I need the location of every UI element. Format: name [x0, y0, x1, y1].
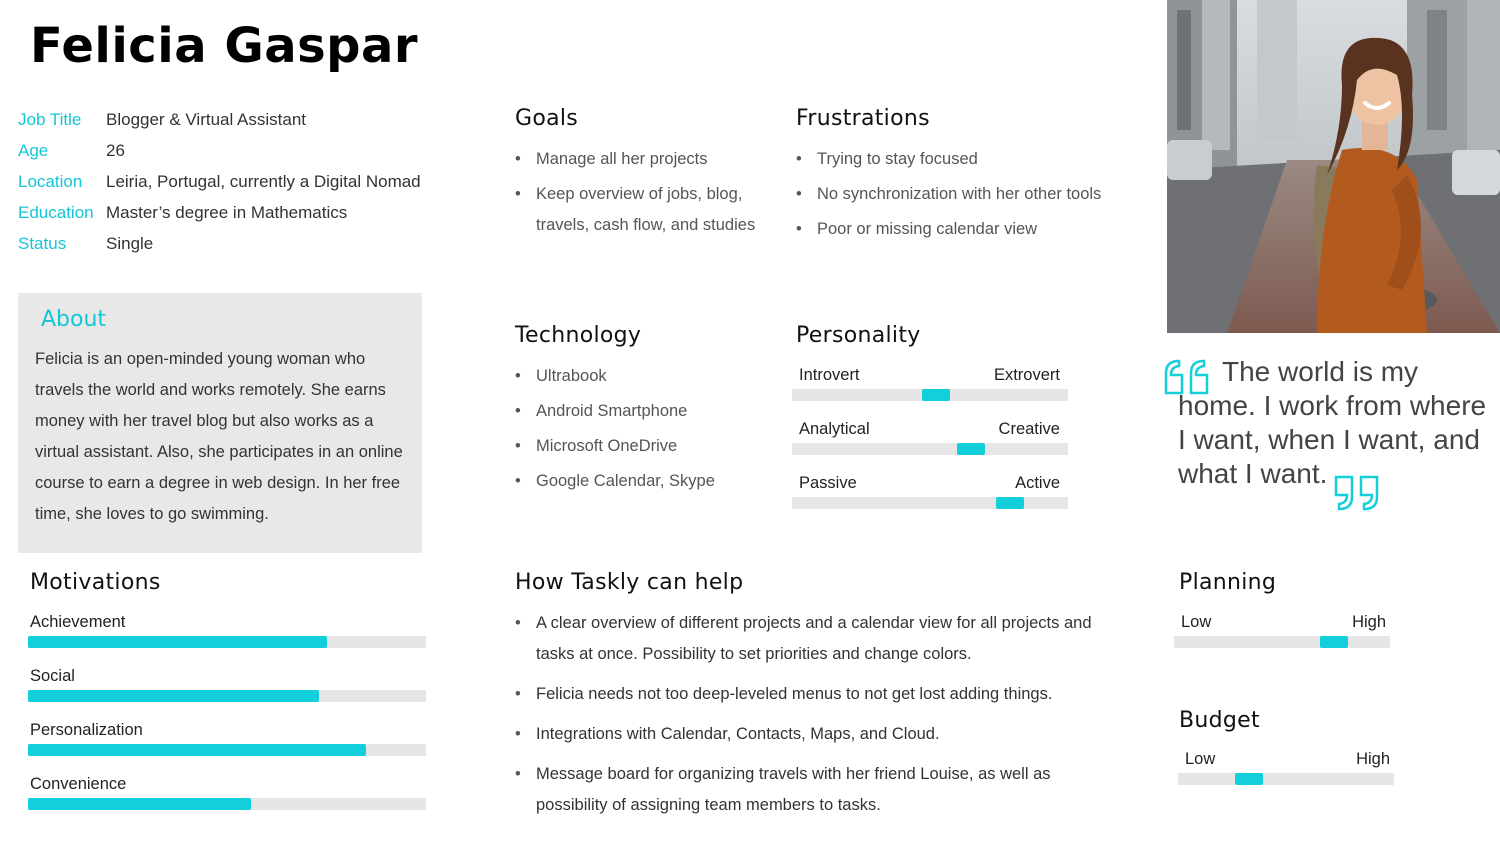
persona-photo-illustration [1167, 0, 1500, 333]
personality-track [792, 497, 1068, 509]
info-row-education [18, 197, 488, 228]
list-item: • Trying to stay focused [796, 144, 1136, 175]
list-item: • Android Smartphone [515, 396, 775, 427]
help-list [515, 608, 1095, 830]
motivation-label: Achievement [30, 613, 126, 631]
info-label: Location [18, 171, 83, 191]
info-value: Blogger & Virtual Assistant [106, 109, 307, 129]
scale-left-label: Introvert [799, 366, 860, 384]
motivation-bar-fill [28, 798, 251, 810]
persona-photo [1167, 0, 1500, 333]
motivation-bar-fill [28, 744, 366, 756]
motivations-title: Motivations [30, 570, 161, 595]
personality-slider-knob [957, 443, 985, 455]
motivation-track [28, 636, 426, 648]
budget-title: Budget [1179, 708, 1260, 733]
personality-track [792, 389, 1068, 401]
planning-slider-knob [1320, 636, 1348, 648]
goals-list [515, 144, 775, 245]
scale-right-label: Active [1015, 474, 1060, 492]
list-item: • Integrations with Calendar, Contacts, Maps, and Cloud. [515, 719, 1095, 750]
list-item: • Google Calendar, Skype [515, 466, 775, 497]
about-text: Felicia is an open-minded young woman who travels the world and works remotely. She earns money with her travel blog but also works as a virtual assistant. Also, she participates in an online course to earn a degree in web design. In her free time, she loves to go swimming. [35, 350, 403, 523]
motivation-bar-fill [28, 690, 319, 702]
info-label: Job Title [18, 109, 82, 129]
info-value: Single [106, 233, 154, 253]
frustrations-title: Frustrations [796, 106, 930, 131]
scale-right-label: Creative [998, 420, 1060, 438]
info-value: 26 [106, 140, 125, 160]
personality-track [792, 443, 1068, 455]
persona-info [18, 104, 488, 259]
info-row-location [18, 166, 488, 197]
list-item: • Felicia needs not too deep-leveled menus to not get lost adding things. [515, 679, 1095, 710]
list-item: • Microsoft OneDrive [515, 431, 775, 462]
budget-track [1178, 773, 1394, 785]
motivation-track [28, 744, 426, 756]
motivation-label: Personalization [30, 721, 143, 739]
scale-left-label: Passive [799, 474, 857, 492]
planning-title: Planning [1179, 570, 1277, 595]
persona-name: Felicia Gaspar [30, 18, 419, 74]
goals-title: Goals [515, 106, 579, 131]
about-title: About [41, 307, 107, 332]
motivation-label: Convenience [30, 775, 127, 793]
about-box [18, 293, 422, 553]
list-item: • Poor or missing calendar view [796, 214, 1136, 245]
list-item: • A clear overview of different projects and a calendar view for all projects and tasks at once. Possibility to set priorities and change colors. [515, 608, 1095, 670]
info-label: Status [18, 233, 67, 253]
list-item: • No synchronization with her other tools [796, 179, 1136, 210]
quote-close-icon [1332, 475, 1384, 511]
info-value: Leiria, Portugal, currently a Digital Nomad [106, 171, 421, 191]
quote-text: The world is my home. I work from where I want, when I want, and what I want. [1178, 356, 1487, 489]
info-label: Age [18, 140, 49, 160]
planning-high-label: High [1352, 613, 1386, 631]
motivation-track [28, 690, 426, 702]
info-row-age [18, 135, 488, 166]
personality-slider-knob [922, 389, 950, 401]
personality-slider-knob [996, 497, 1024, 509]
budget-low-label: Low [1185, 750, 1216, 768]
planning-low-label: Low [1181, 613, 1212, 631]
info-row-job-title [18, 104, 488, 135]
list-item: • Message board for organizing travels with her friend Louise, as well as possibility of assigning team members to tasks. [515, 759, 1095, 821]
technology-title: Technology [515, 323, 642, 348]
info-row-status [18, 228, 488, 259]
budget-high-label: High [1356, 750, 1390, 768]
technology-list [515, 361, 775, 501]
budget-slider-knob [1235, 773, 1263, 785]
list-item: • Keep overview of jobs, blog, travels, cash flow, and studies [515, 179, 775, 241]
help-title: How Taskly can help [515, 570, 744, 595]
frustrations-list [796, 144, 1136, 249]
scale-left-label: Analytical [799, 420, 870, 438]
planning-track [1174, 636, 1390, 648]
motivation-label: Social [30, 667, 75, 685]
personality-title: Personality [796, 323, 921, 348]
persona-quote [1162, 355, 1492, 491]
motivation-bar-fill [28, 636, 327, 648]
scale-right-label: Extrovert [993, 366, 1060, 384]
info-value: Master’s degree in Mathematics [106, 202, 348, 222]
motivation-track [28, 798, 426, 810]
list-item: • Manage all her projects [515, 144, 775, 175]
list-item: • Ultrabook [515, 361, 775, 392]
info-label: Education [18, 202, 94, 222]
quote-open-icon [1162, 359, 1214, 395]
